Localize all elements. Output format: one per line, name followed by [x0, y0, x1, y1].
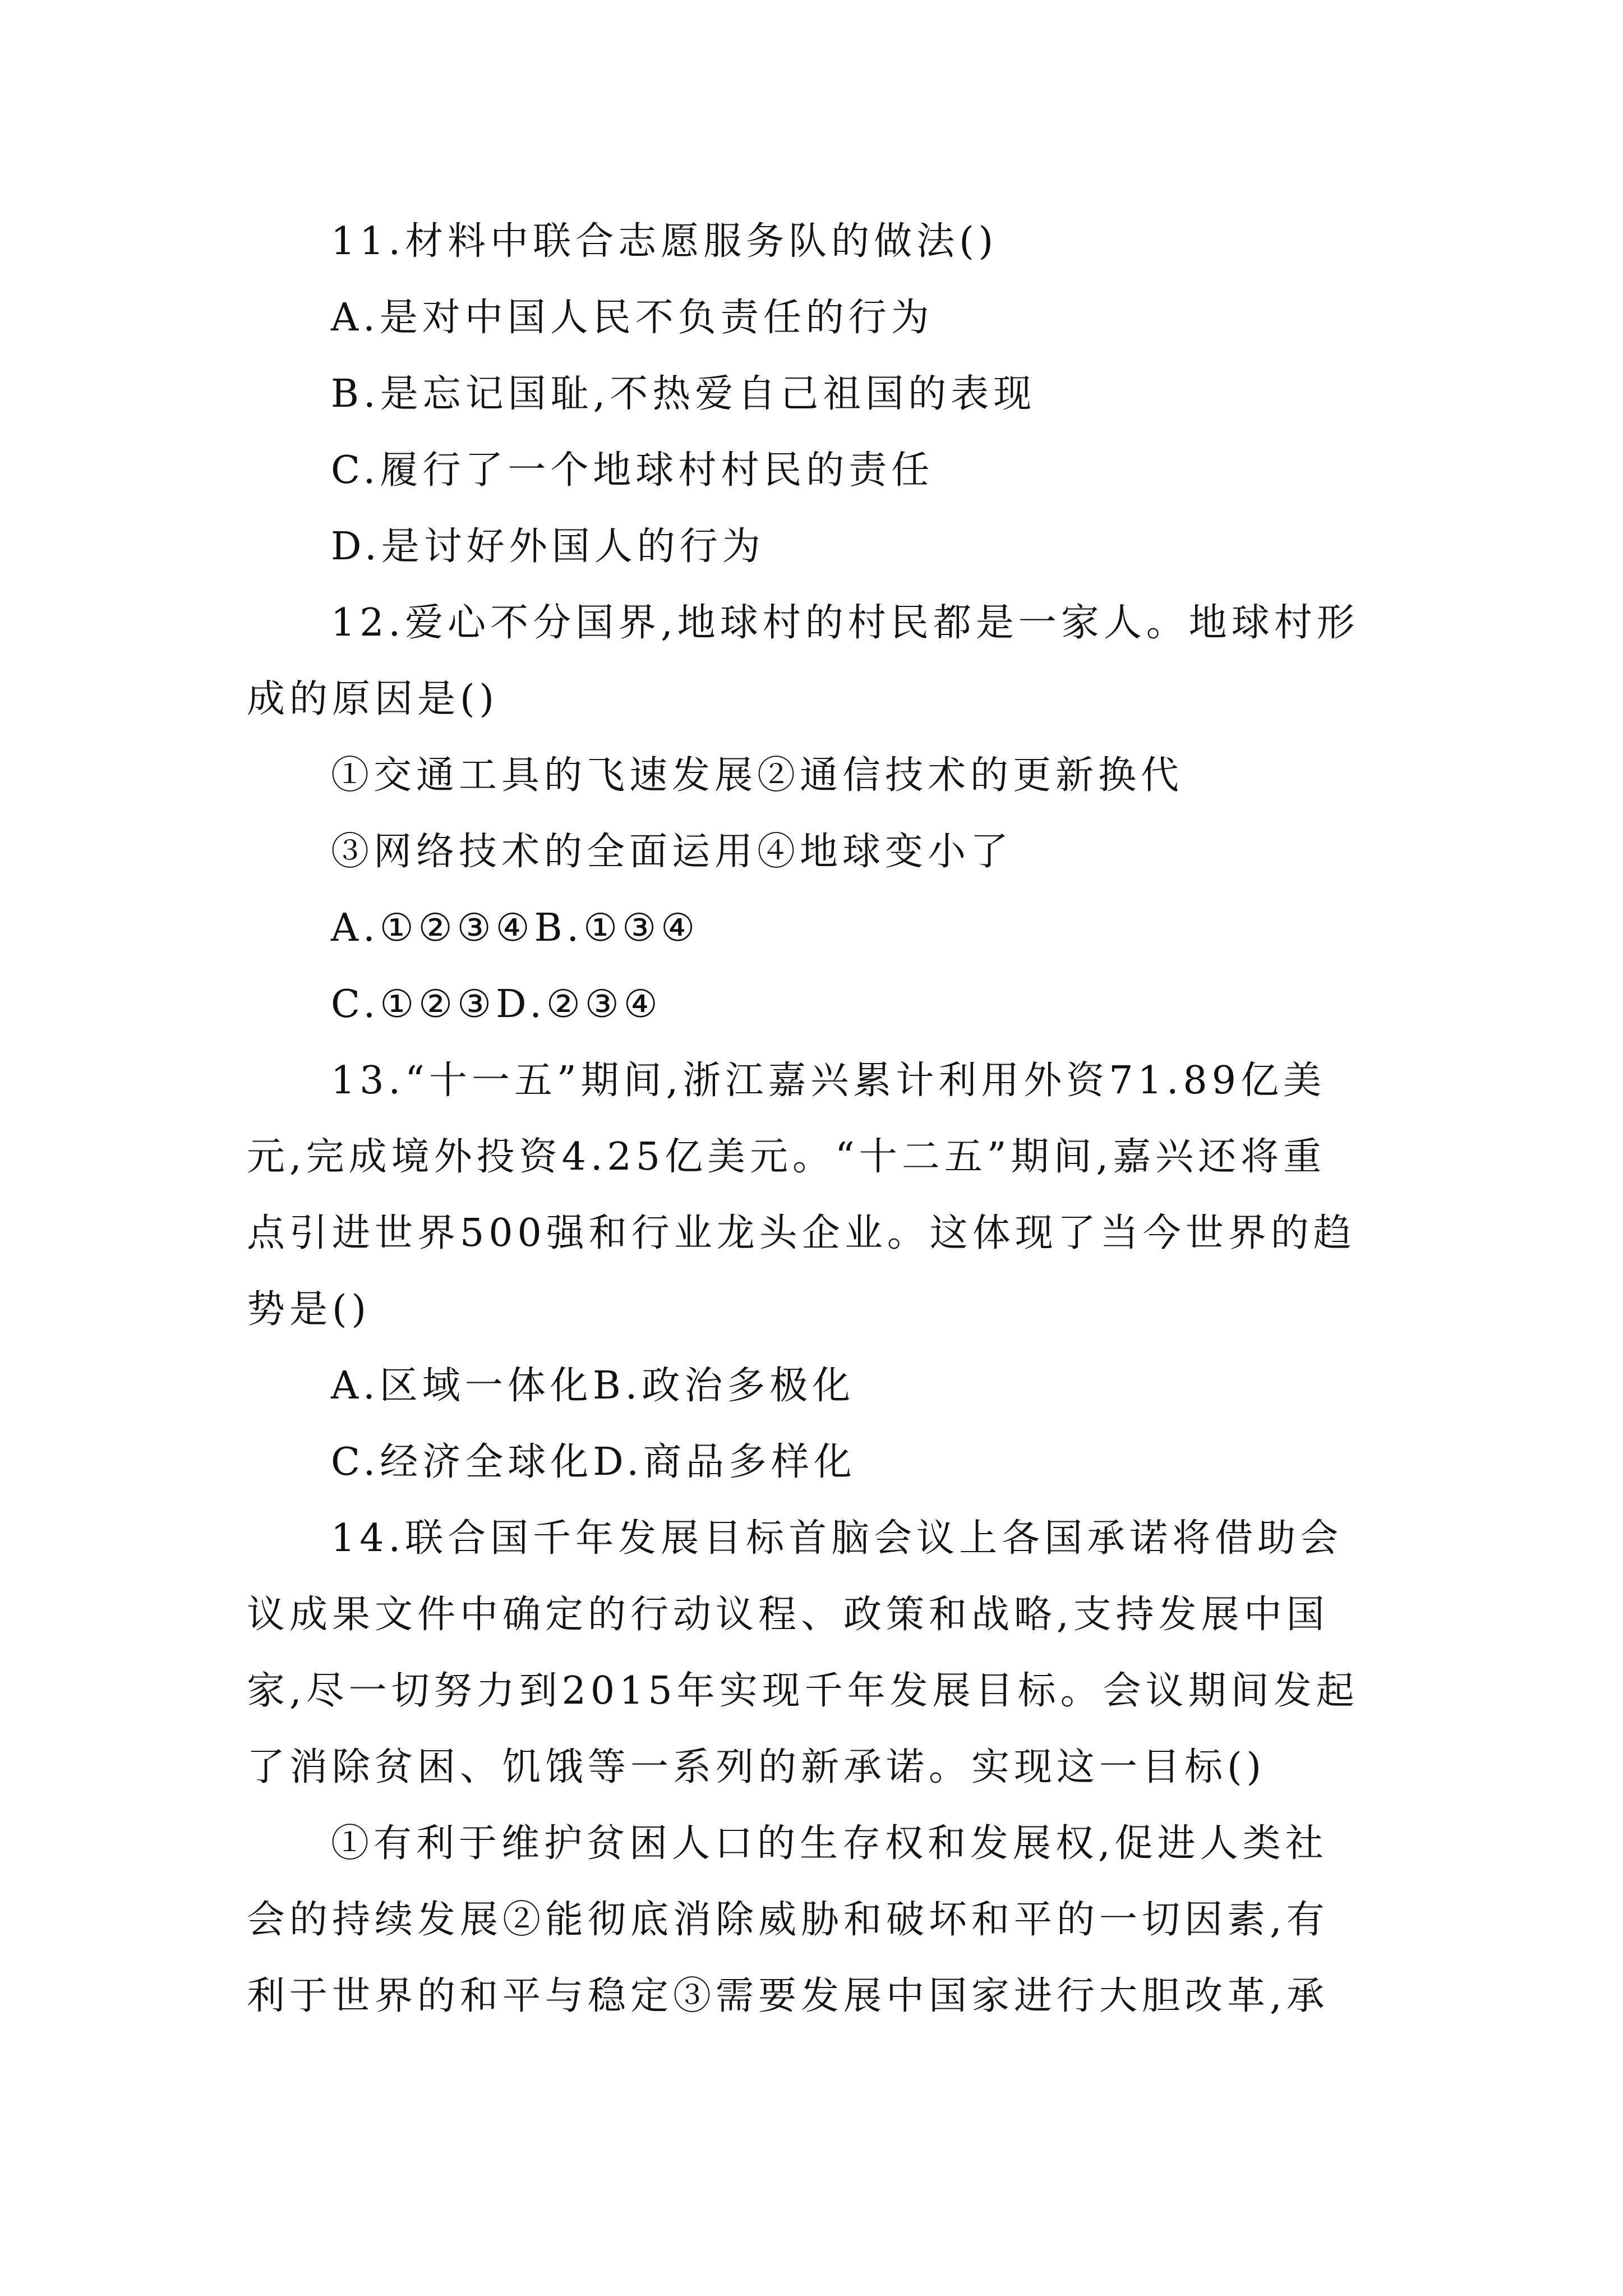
question-14-stem-line-4: 了消除贫困、饥饿等一系列的新承诺。实现这一目标(): [247, 1745, 1266, 1789]
question-11-option-c: C.履行了一个地球村村民的责任: [331, 448, 934, 493]
question-11-option-b: B.是忘记国耻,不热爱自己祖国的表现: [331, 372, 1036, 416]
question-12-statements-2: ③网络技术的全面运用④地球变小了: [331, 830, 1013, 874]
question-13-stem-line-1: 13.“十一五”期间,浙江嘉兴累计利用外资71.89亿美: [331, 1059, 1326, 1103]
question-12-statements-1: ①交通工具的飞速发展②通信技术的更新换代: [331, 753, 1184, 798]
question-13-stem-line-4: 势是(): [247, 1287, 371, 1332]
question-14-statements-2: 会的持续发展②能彻底消除威胁和破坏和平的一切因素,有: [247, 1898, 1329, 1942]
question-14-statements-1: ①有利于维护贫困人口的生存权和发展权,促进人类社: [331, 1821, 1328, 1866]
question-11-option-a: A.是对中国人民不负责任的行为: [331, 296, 934, 340]
question-12-options-cd: C.①②③D.②③④: [331, 982, 662, 1027]
question-13-stem-line-2: 元,完成境外投资4.25亿美元。“十二五”期间,嘉兴还将重: [247, 1135, 1326, 1179]
question-14-stem-line-3: 家,尽一切努力到2015年实现千年发展目标。会议期间发起: [247, 1669, 1359, 1713]
question-13-options-cd: C.经济全球化D.商品多样化: [331, 1440, 856, 1484]
question-14-stem-line-2: 议成果文件中确定的行动议程、政策和战略,支持发展中国: [247, 1593, 1329, 1637]
question-12-stem-line-1: 12.爱心不分国界,地球村的村民都是一家人。地球村形: [331, 601, 1359, 645]
question-12-options-ab: A.①②③④B.①③④: [331, 906, 700, 950]
question-11-option-d: D.是讨好外国人的行为: [331, 524, 765, 569]
question-12-stem-line-2: 成的原因是(): [247, 677, 499, 721]
question-14-stem-line-1: 14.联合国千年发展目标首脑会议上各国承诺将借助会: [331, 1516, 1343, 1561]
question-11-stem: 11.材料中联合志愿服务队的做法(): [331, 219, 998, 264]
question-13-stem-line-3: 点引进世界500强和行业龙头企业。这体现了当今世界的趋: [247, 1211, 1356, 1255]
question-13-options-ab: A.区域一体化B.政治多极化: [331, 1364, 855, 1408]
question-14-statements-3: 利于世界的和平与稳定③需要发展中国家进行大胆改革,承: [247, 1974, 1329, 2018]
